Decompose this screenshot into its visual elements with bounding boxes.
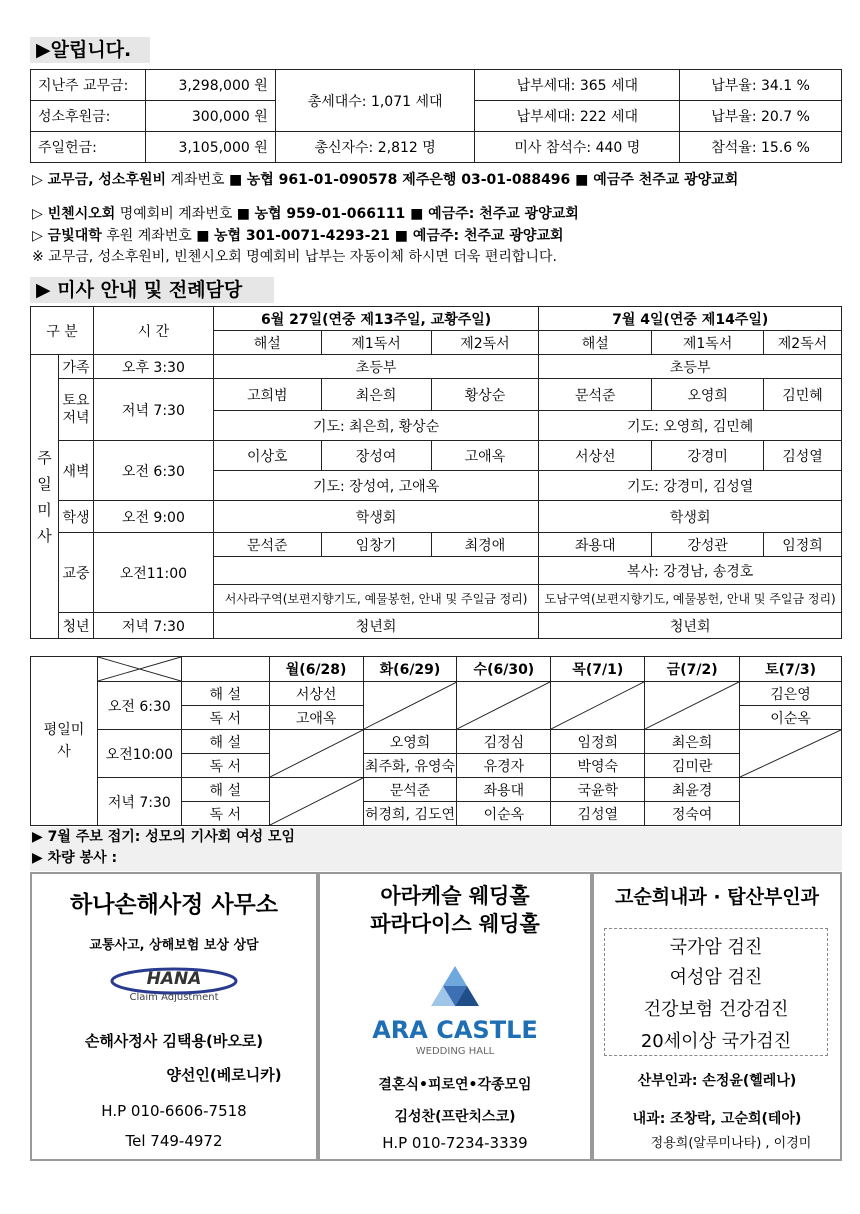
logo-subtext: Claim Adjustment xyxy=(129,992,219,1003)
cell: 이순옥 xyxy=(740,706,842,730)
ad-title: 아라케슬 웨딩홀 xyxy=(380,884,530,908)
households-count: 총세대수: 1,071 세대 xyxy=(275,70,475,132)
cell: 임정희 xyxy=(764,533,842,557)
prayer: 기도: 오영희, 김민혜 xyxy=(539,411,842,441)
logo-text: ARA CASTLE xyxy=(372,1016,538,1044)
misc-notes xyxy=(30,827,842,871)
cell: 김미란 xyxy=(645,754,740,778)
row-time: 오전 6:30 xyxy=(93,441,213,501)
cell: 최주화, 유영숙 xyxy=(363,754,457,778)
row-label: 청년 xyxy=(58,613,93,639)
role-commentary: 해설 xyxy=(539,331,652,355)
hana-logo xyxy=(32,966,316,1008)
row-time: 오후 3:30 xyxy=(93,355,213,379)
row-time: 오전11:00 xyxy=(93,533,213,613)
auto-transfer-note: ※ 교무금, 성소후원비, 빈첸시오회 명예회비 납부는 자동이체 하시면 더욱 편리합니다. xyxy=(32,249,557,265)
ad-doctor: 정용희(알루미나타) , 이경미 xyxy=(650,1136,812,1151)
checkup-list xyxy=(604,928,828,1056)
cell: 김성열 xyxy=(764,441,842,471)
role-reading1: 제1독서 xyxy=(652,331,764,355)
cell: 문석준 xyxy=(363,778,457,802)
role-label: 해 설 xyxy=(181,730,269,754)
row-label: 가족 xyxy=(58,355,93,379)
weekday-mass-table xyxy=(30,656,842,826)
cell: 서상선 xyxy=(539,441,652,471)
mass-attendance: 미사 참석수: 440 명 xyxy=(475,132,680,163)
paying-households: 납부세대: 365 세대 xyxy=(475,70,680,101)
role-label: 해 설 xyxy=(181,778,269,802)
account-label: ▷ 금빛대학 xyxy=(32,228,102,244)
row-label: 새벽 xyxy=(58,441,93,501)
role-reading1: 제1독서 xyxy=(321,331,431,355)
castle-logo-icon xyxy=(320,964,590,1014)
cell: 오영희 xyxy=(363,730,457,754)
row-label: 토요저녁 xyxy=(58,379,93,441)
cell: 문석준 xyxy=(213,533,321,557)
servers: 복사: 강경남, 송경호 xyxy=(539,557,842,585)
header-time: 시 간 xyxy=(93,307,213,355)
no-mass-cell xyxy=(740,730,842,778)
cell: 김성열 xyxy=(551,802,645,826)
day-header: 화(6/29) xyxy=(363,657,457,682)
cell: 김정심 xyxy=(457,730,551,754)
ad-title: 하나손해사정 사무소 xyxy=(70,892,278,918)
cell: 문석준 xyxy=(539,379,652,411)
cell: 최은희 xyxy=(321,379,431,411)
cell: 허경희, 김도연 xyxy=(363,802,457,826)
ad-wedding xyxy=(318,872,592,1161)
time-label: 저녁 7:30 xyxy=(97,778,181,826)
vehicle-service: ▶ 차량 봉사 : xyxy=(32,850,118,866)
logo-subtext: WEDDING HALL xyxy=(415,1046,495,1057)
day-header: 목(7/1) xyxy=(551,657,645,682)
role-reading2: 제2독서 xyxy=(764,331,842,355)
cell: 정숙여 xyxy=(645,802,740,826)
week2-header: 7월 4일(연중 제14주일) xyxy=(539,307,842,331)
weekday-label: 평일미사 xyxy=(31,657,98,826)
finance-value: 3,105,000 원 xyxy=(145,132,275,163)
ad-doctor: 내과: 조창락, 고순희(테아) xyxy=(632,1111,802,1127)
account-text: 명예회비 계좌번호 ■ xyxy=(119,206,251,222)
cell: 이순옥 xyxy=(457,802,551,826)
no-mass-cell xyxy=(645,682,740,730)
cell: 최경애 xyxy=(431,533,539,557)
cell: 학생회 xyxy=(213,501,539,533)
cell: 초등부 xyxy=(539,355,842,379)
row-time: 저녁 7:30 xyxy=(93,379,213,441)
cell: 임정희 xyxy=(551,730,645,754)
no-mass-cell xyxy=(269,730,363,778)
row-time: 저녁 7:30 xyxy=(93,613,213,639)
cell: 최윤경 xyxy=(645,778,740,802)
paying-households: 납부세대: 222 세대 xyxy=(475,101,680,132)
cell: 오영희 xyxy=(652,379,764,411)
cell: 최은희 xyxy=(645,730,740,754)
cell: 유경자 xyxy=(457,754,551,778)
district-duty: 서사라구역(보편지향기도, 예물봉헌, 안내 및 주일금 정리) xyxy=(213,585,539,613)
prayer: 기도: 장성여, 고애옥 xyxy=(213,471,539,501)
row-time: 오전 9:00 xyxy=(93,501,213,533)
finance-value: 300,000 원 xyxy=(145,101,275,132)
cell: 국윤학 xyxy=(551,778,645,802)
day-header: 금(7/2) xyxy=(645,657,740,682)
cell: 임창기 xyxy=(321,533,431,557)
mass-schedule-table xyxy=(30,306,842,639)
cell: 장성여 xyxy=(321,441,431,471)
role-label: 독 서 xyxy=(181,754,269,778)
ad-hana xyxy=(30,872,318,1161)
row-label: 교중 xyxy=(58,533,93,613)
cell: 좌용대 xyxy=(539,533,652,557)
day-header: 토(7/3) xyxy=(740,657,842,682)
checkup-item: 국가암 검진 xyxy=(669,937,763,958)
notice-title: ▶알립니다. xyxy=(30,37,150,63)
logo-text: HANA xyxy=(146,969,202,989)
prayer: 기도: 강경미, 김성열 xyxy=(539,471,842,501)
prayer: 기도: 최은희, 황상순 xyxy=(213,411,539,441)
header-category: 구 분 xyxy=(31,307,94,355)
checkup-item: 건강보험 건강검진 xyxy=(643,999,789,1020)
finance-label: 성소후원금: xyxy=(31,101,146,132)
bulletin-folding: ▶ 7월 주보 접기: 성모의 기사회 여성 모임 xyxy=(32,829,296,845)
ad-title: 파라다이스 웨딩홀 xyxy=(370,912,540,936)
account-label: ▷ 교무금, 성소후원비 xyxy=(32,172,167,188)
cell: 강성관 xyxy=(652,533,764,557)
cell: 김은영 xyxy=(740,682,842,706)
cell: 고애옥 xyxy=(269,706,363,730)
ad-phone: H.P 010-6606-7518 xyxy=(101,1102,247,1120)
cell: 학생회 xyxy=(539,501,842,533)
cell: 황상순 xyxy=(431,379,539,411)
cell: 좌용대 xyxy=(457,778,551,802)
mass-title: ▶ 미사 안내 및 전례담당 xyxy=(30,277,274,303)
role-label: 독 서 xyxy=(181,706,269,730)
account-number: 농협 301-0071-4293-21 ■ 예금주: 천주교 광양교회 xyxy=(213,228,564,244)
role-reading2: 제2독서 xyxy=(431,331,539,355)
cell: 청년회 xyxy=(539,613,842,639)
cell: 청년회 xyxy=(213,613,539,639)
cell: 서상선 xyxy=(269,682,363,706)
time-label: 오전10:00 xyxy=(97,730,181,778)
account-text: 후원 계좌번호 ■ xyxy=(106,228,210,244)
cell: 고희범 xyxy=(213,379,321,411)
attendance-rate: 참석율: 15.6 % xyxy=(680,132,842,163)
finance-label: 지난주 교무금: xyxy=(31,70,146,101)
ad-tel: Tel 749-4972 xyxy=(125,1132,223,1150)
ad-services: 결혼식•피로연•각종모임 xyxy=(378,1077,532,1093)
finance-table xyxy=(30,69,842,163)
cell: 강경미 xyxy=(652,441,764,471)
ad-person: 김성찬(프란치스코) xyxy=(394,1109,516,1125)
day-header: 월(6/28) xyxy=(269,657,363,682)
ad-subtitle: 교통사고, 상해보험 보상 상담 xyxy=(89,938,259,953)
ad-title: 고순희내과 · 탑산부인과 xyxy=(615,886,819,908)
payment-rate: 납부율: 34.1 % xyxy=(680,70,842,101)
sunday-mass-label: 주일미사 xyxy=(31,355,59,639)
ad-person: 손해사정사 김택용(바오로) xyxy=(84,1032,264,1050)
checkup-item: 여성암 검진 xyxy=(669,967,763,988)
ad-doctor: 산부인과: 손정윤(헬레나) xyxy=(637,1073,797,1089)
ad-phone: H.P 010-7234-3339 xyxy=(382,1134,528,1152)
cell: 고애옥 xyxy=(431,441,539,471)
account-label: ▷ 빈첸시오회 xyxy=(32,206,116,222)
cell: 박영숙 xyxy=(551,754,645,778)
role-label: 해 설 xyxy=(181,682,269,706)
ad-clinic xyxy=(592,872,842,1161)
payment-rate: 납부율: 20.7 % xyxy=(680,101,842,132)
no-mass-cell xyxy=(457,682,551,730)
role-label: 독 서 xyxy=(181,802,269,826)
account-notes xyxy=(32,168,738,270)
time-label: 오전 6:30 xyxy=(97,682,181,730)
account-number: 농협 961-01-090578 제주은행 03-01-088496 ■ 예금주 천주교 광양교회 xyxy=(246,172,739,188)
row-label: 학생 xyxy=(58,501,93,533)
finance-label: 주일헌금: xyxy=(31,132,146,163)
account-text: 계좌번호 ■ xyxy=(170,172,243,188)
header-diagonal xyxy=(97,657,181,682)
no-mass-cell xyxy=(269,778,363,826)
role-commentary: 해설 xyxy=(213,331,321,355)
account-number: 농협 959-01-066111 ■ 예금주: 천주교 광양교회 xyxy=(254,206,579,222)
checkup-item: 20세이상 국가검진 xyxy=(640,1031,792,1052)
ad-person: 양선인(베로니카) xyxy=(166,1066,282,1084)
district-duty: 도남구역(보편지향기도, 예물봉헌, 안내 및 주일금 정리) xyxy=(539,585,842,613)
no-mass-cell xyxy=(551,682,645,730)
cell: 초등부 xyxy=(213,355,539,379)
believers-count: 총신자수: 2,812 명 xyxy=(275,132,475,163)
cell: 김민혜 xyxy=(764,379,842,411)
week1-header: 6월 27일(연중 제13주일, 교황주일) xyxy=(213,307,539,331)
no-mass-cell xyxy=(363,682,457,730)
cell: 이상호 xyxy=(213,441,321,471)
day-header: 수(6/30) xyxy=(457,657,551,682)
finance-value: 3,298,000 원 xyxy=(145,70,275,101)
